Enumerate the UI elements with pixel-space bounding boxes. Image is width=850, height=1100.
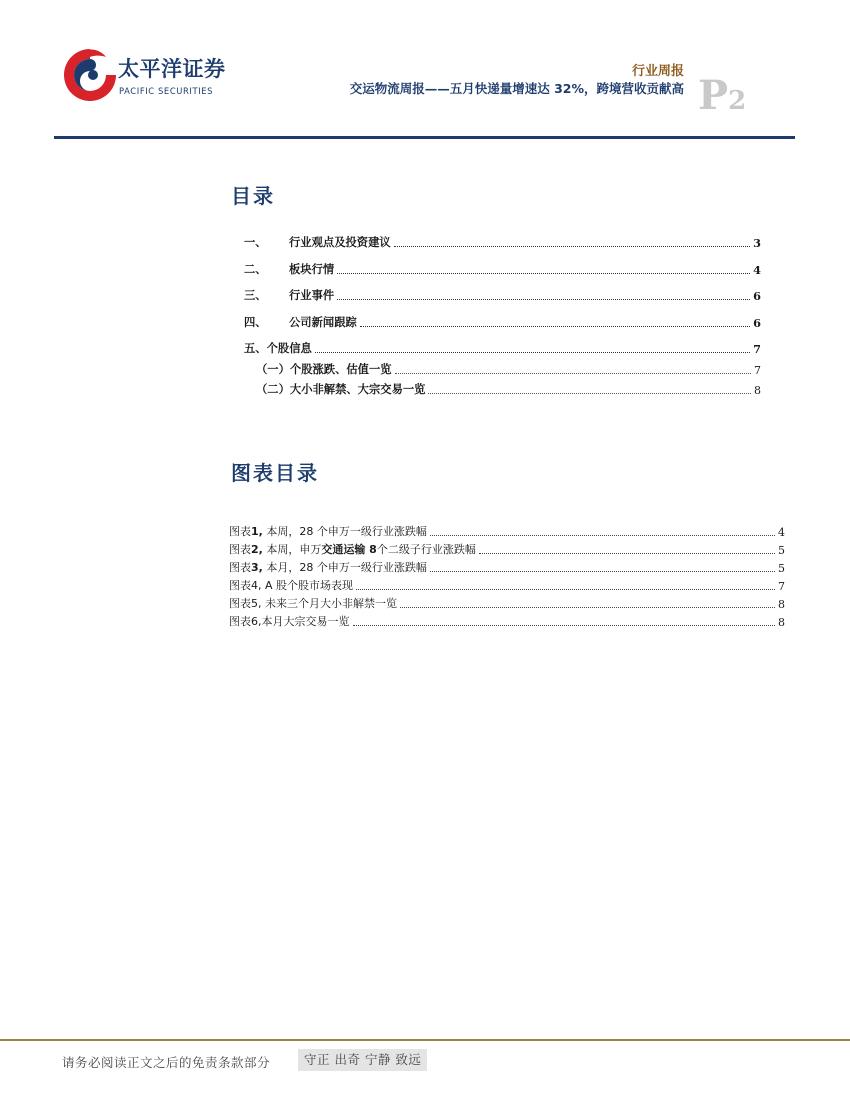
figure-page: 8 — [778, 598, 785, 611]
toc-list — [244, 234, 761, 397]
figure-number: 2, — [251, 543, 263, 556]
figure-list-item[interactable] — [229, 539, 785, 557]
header-divider — [54, 136, 795, 139]
toc-item-label: 公司新闻跟踪 — [289, 315, 357, 329]
figure-prefix: 图表 — [229, 615, 251, 628]
figure-list-item[interactable] — [229, 593, 785, 611]
figure-number: 4, — [251, 579, 262, 592]
toc-leader-dots — [394, 245, 750, 247]
figure-title: A 股个股市场表现 — [265, 579, 354, 592]
figure-leader-dots — [353, 624, 776, 626]
toc-item-label: 个股信息 — [266, 342, 312, 355]
page-letter: P — [698, 72, 729, 119]
figure-number: 6, — [251, 615, 262, 628]
pacific-securities-logo-icon — [60, 45, 120, 103]
figure-title-part: 本周，申万 — [266, 543, 322, 556]
logo-english-name: PACIFIC SECURITIES — [119, 86, 214, 96]
figure-item-label — [229, 577, 353, 593]
figure-leader-dots — [479, 552, 775, 554]
figure-title: 本月大宗交易一览 — [261, 615, 350, 628]
toc-sub-item-page: 7 — [754, 364, 761, 377]
toc-sub-item[interactable] — [244, 356, 761, 377]
figure-item-label — [229, 541, 476, 557]
logo-chinese-name: 太平洋证券 — [118, 57, 226, 81]
figure-title-part: 个二级子行业涨跌幅 — [376, 543, 476, 556]
toc-item-number: 三、 — [244, 289, 267, 302]
toc-item-page: 6 — [753, 315, 761, 330]
figure-prefix: 图表 — [229, 579, 251, 592]
figure-prefix: 图表 — [229, 543, 251, 556]
page-number-marker — [698, 72, 746, 119]
toc-item-number: 一、 — [244, 236, 267, 249]
toc-item-page: 6 — [753, 289, 761, 303]
toc-leader-dots — [315, 351, 750, 353]
figure-item-label — [229, 613, 350, 629]
figure-leader-dots — [356, 588, 775, 590]
toc-item-label: 行业事件 — [289, 289, 335, 302]
toc-item-number: 二、 — [244, 262, 267, 276]
figure-title: 未来三个月大小非解禁一览 — [265, 597, 397, 610]
toc-sub-item-page: 8 — [754, 384, 761, 397]
figure-title-bold-part: 交通运输 8 — [321, 543, 377, 556]
figure-prefix: 图表 — [229, 525, 251, 538]
toc-item[interactable] — [244, 277, 761, 304]
figure-leader-dots — [430, 534, 775, 536]
figure-list-item[interactable] — [229, 575, 785, 593]
report-type: 行业周报 — [631, 64, 684, 79]
footer-divider — [0, 1039, 850, 1041]
figure-number: 5, — [251, 597, 262, 610]
footer-motto: 守正 出奇 宁静 致远 — [298, 1049, 427, 1071]
toc-item[interactable] — [244, 250, 761, 277]
toc-leader-dots — [337, 298, 750, 300]
figure-title: 本周，28 个申万一级行业涨跌幅 — [266, 525, 427, 538]
toc-item-page: 7 — [753, 342, 761, 356]
figure-list-item[interactable] — [229, 611, 785, 629]
page-number: 2 — [728, 86, 747, 116]
toc-heading: 目录 — [231, 184, 275, 208]
report-title: 交运物流周报——五月快递量增速达 32%，跨境营收贡献高 — [349, 81, 684, 96]
toc-sub-item-label: （一）个股涨跌、估值一览 — [256, 363, 392, 376]
figure-leader-dots — [430, 570, 775, 572]
toc-item-page: 4 — [753, 262, 761, 277]
figure-page: 5 — [778, 562, 785, 575]
toc-item[interactable] — [244, 330, 761, 357]
footer-disclaimer: 请务必阅读正文之后的免责条款部分 — [62, 1055, 271, 1070]
toc-item-label: 板块行情 — [289, 262, 335, 276]
toc-item[interactable] — [244, 303, 761, 330]
figure-list — [229, 521, 785, 629]
figure-item-label — [229, 595, 397, 611]
figure-number: 1, — [251, 525, 263, 538]
figure-title: 本月，28 个申万一级行业涨跌幅 — [266, 561, 427, 574]
figure-list-item[interactable] — [229, 557, 785, 575]
toc-leader-dots — [337, 272, 750, 274]
figure-item-label — [229, 559, 427, 575]
figure-page: 8 — [778, 616, 785, 629]
toc-leader-dots — [360, 325, 750, 327]
figure-page: 5 — [778, 544, 785, 557]
figure-list-item[interactable] — [229, 521, 785, 539]
toc-item-number: 五、 — [244, 342, 267, 355]
toc-item-page: 3 — [753, 236, 761, 250]
toc-item-number: 四、 — [244, 315, 267, 329]
figure-page: 4 — [778, 526, 785, 539]
figure-item-label — [229, 523, 427, 539]
toc-item[interactable] — [244, 234, 761, 250]
figure-prefix: 图表 — [229, 561, 251, 574]
figure-prefix: 图表 — [229, 597, 251, 610]
toc-item-label: 行业观点及投资建议 — [289, 236, 391, 249]
toc-leader-dots — [428, 392, 751, 394]
figure-number: 3, — [251, 561, 263, 574]
figure-list-heading: 图表目录 — [231, 461, 319, 485]
figure-page: 7 — [778, 580, 785, 593]
toc-leader-dots — [395, 372, 751, 374]
toc-sub-item-label: （二）大小非解禁、大宗交易一览 — [256, 383, 426, 396]
company-logo — [60, 45, 240, 103]
toc-sub-item[interactable] — [244, 377, 761, 397]
figure-leader-dots — [400, 606, 775, 608]
